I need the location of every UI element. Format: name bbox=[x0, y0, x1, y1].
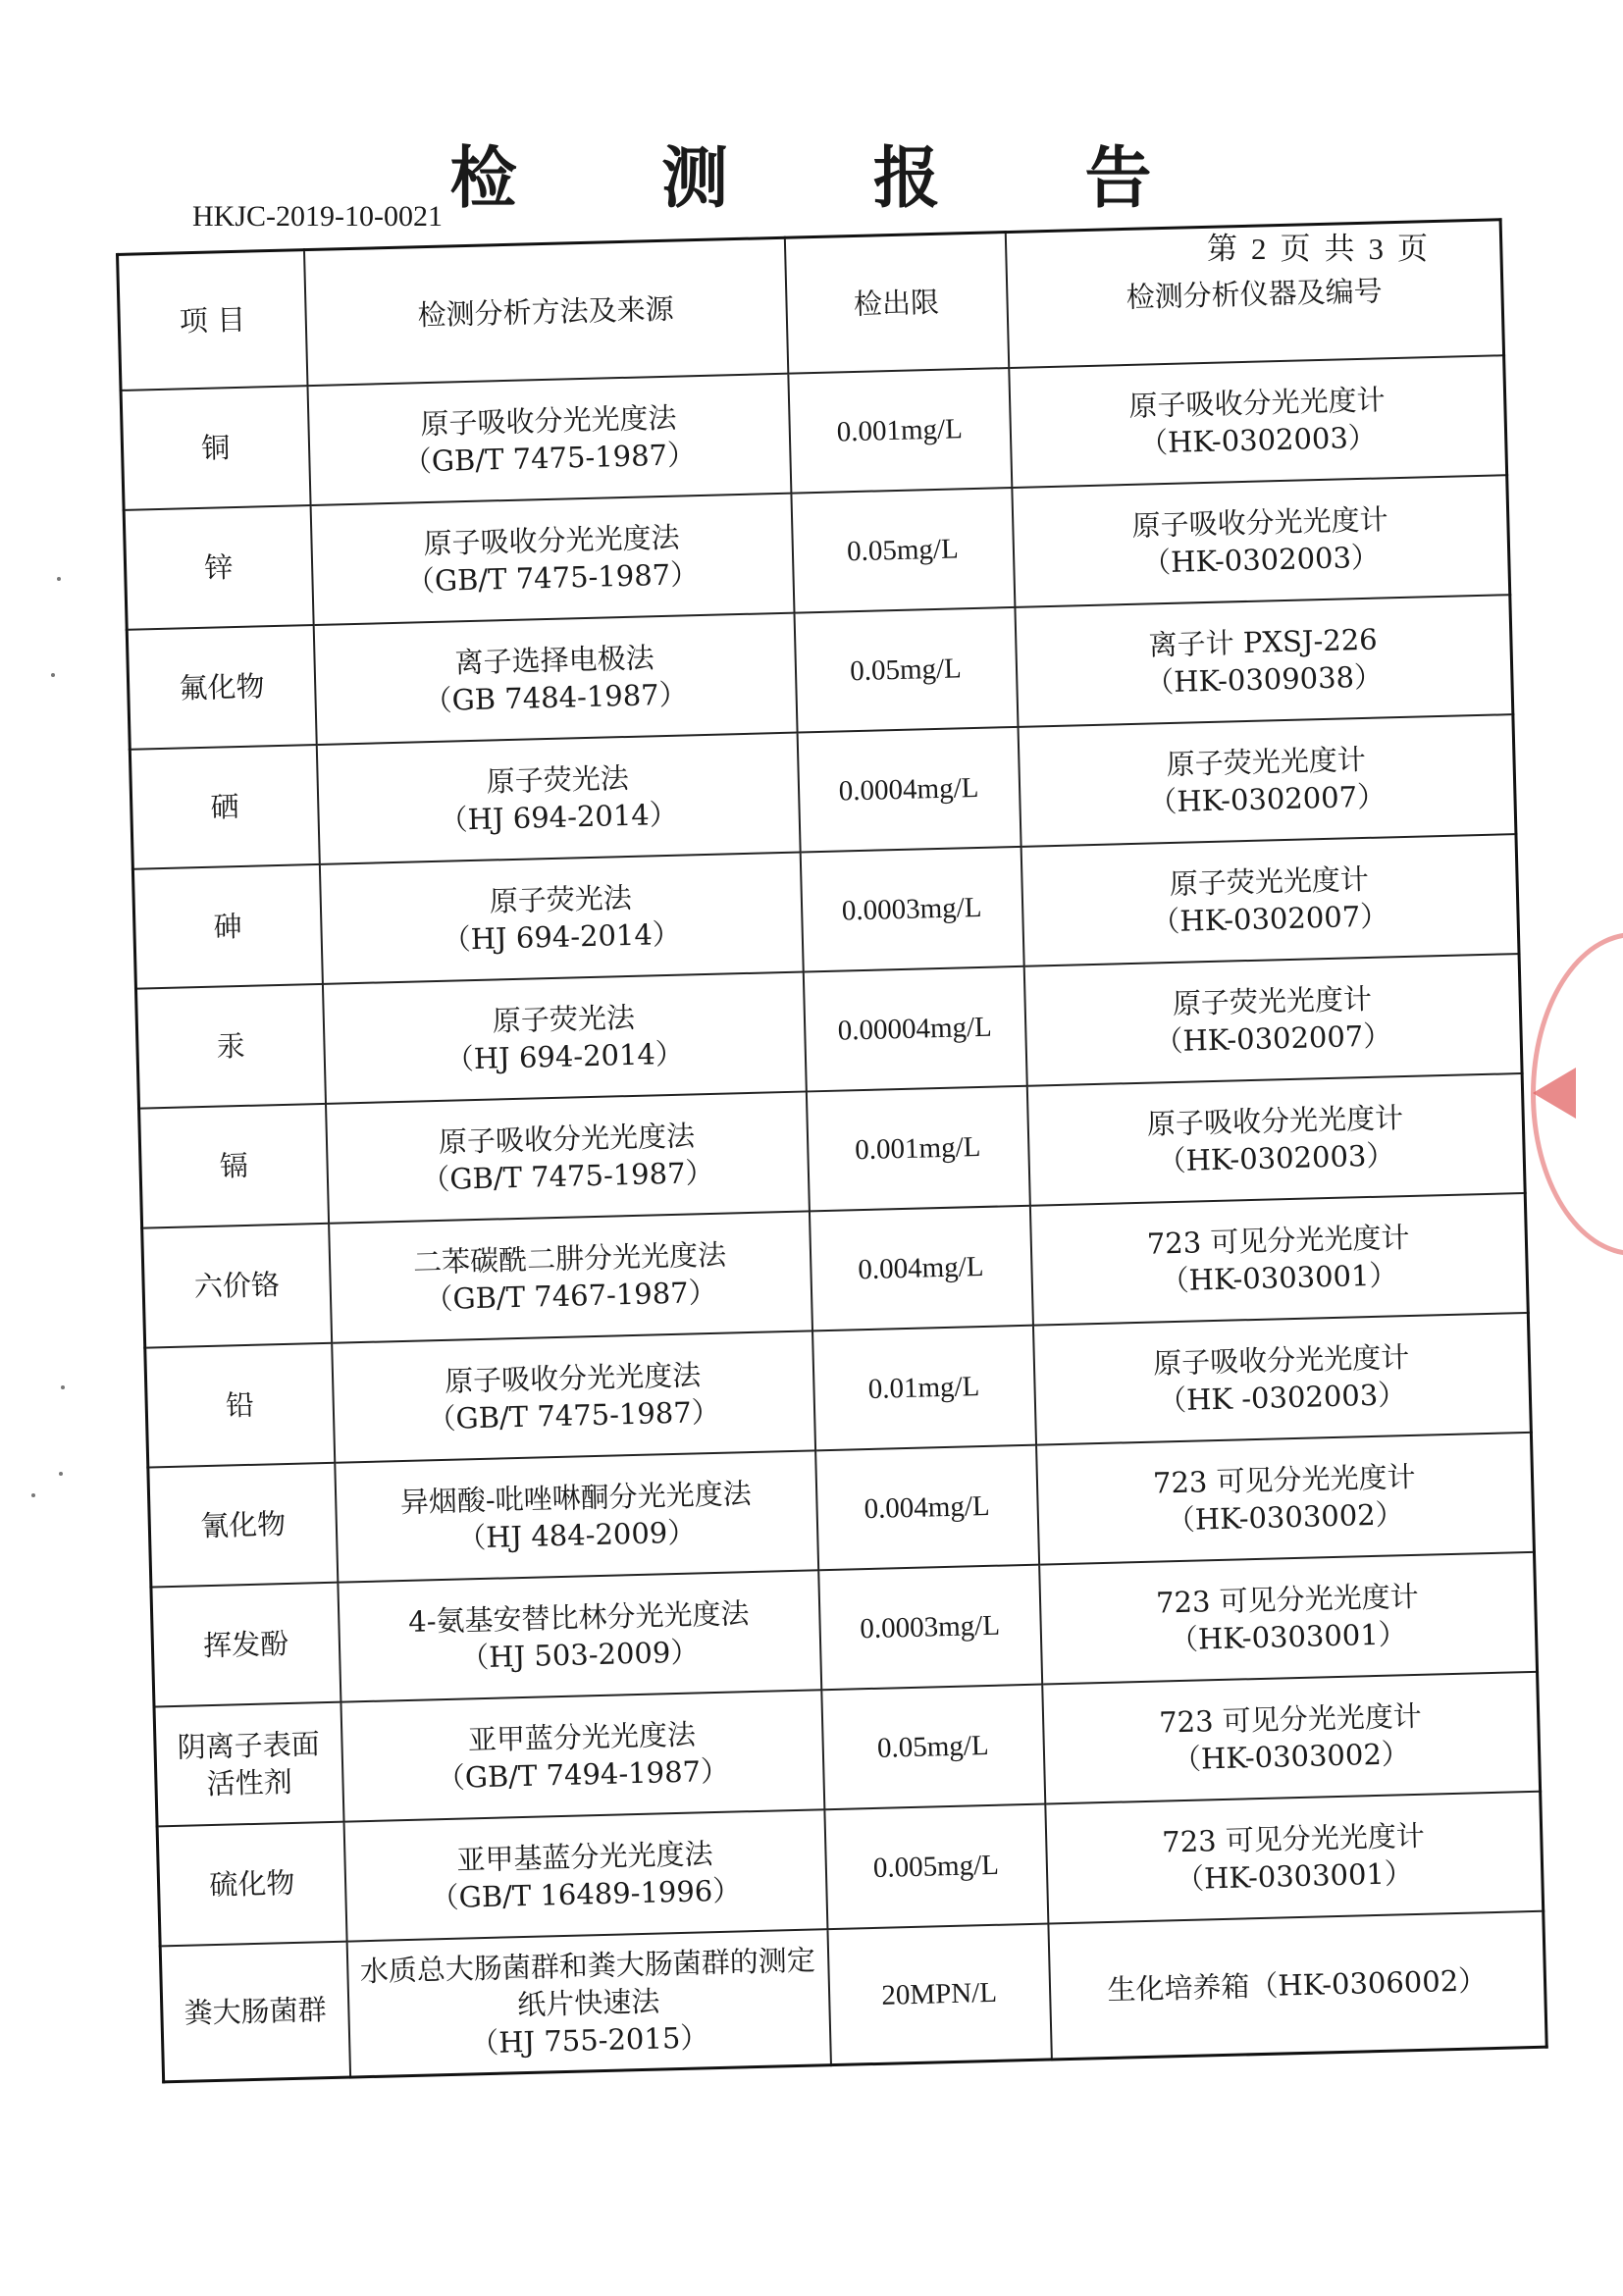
cell-method-line: 异烟酸-吡唑啉酮分光光度法 bbox=[399, 1477, 753, 1520]
cell-item-line: 氰化物 bbox=[199, 1507, 287, 1543]
cell-item bbox=[121, 386, 310, 510]
cell-instrument bbox=[1042, 1672, 1541, 1804]
scan-speck bbox=[61, 1385, 65, 1389]
cell-item-line: 镉 bbox=[219, 1148, 249, 1183]
cell-instrument-line: （HK-0302003） bbox=[1138, 420, 1378, 460]
cell-instrument-line: （HK-0303002） bbox=[1166, 1497, 1405, 1538]
detection-method-table bbox=[116, 218, 1548, 2083]
cell-item-line: 铅 bbox=[225, 1387, 255, 1423]
cell-instrument bbox=[1009, 355, 1507, 488]
table-body bbox=[121, 355, 1546, 2082]
cell-method-line: 离子选择电极法 bbox=[454, 641, 655, 680]
cell-instrument-line: 原子吸收分光光度计 bbox=[1152, 1340, 1410, 1381]
cell-instrument-line: 原子吸收分光光度计 bbox=[1131, 502, 1388, 543]
cell-instrument-line: （HK-0302003） bbox=[1157, 1138, 1395, 1178]
cell-limit bbox=[803, 966, 1026, 1092]
cell-instrument-line: （HK-0303001） bbox=[1175, 1856, 1414, 1897]
cell-method-line: 原子吸收分光光度法 bbox=[438, 1119, 696, 1159]
cell-item-line: 硫化物 bbox=[208, 1865, 295, 1903]
table-container bbox=[116, 218, 1545, 2083]
cell-limit-value: 0.001mg/L bbox=[854, 1130, 981, 1167]
cell-item bbox=[154, 1702, 343, 1827]
cell-item-line: 汞 bbox=[216, 1028, 246, 1064]
cell-limit bbox=[821, 1685, 1045, 1810]
cell-method bbox=[338, 1570, 821, 1701]
cell-method-line: 4-氨基安替比林分光光度法 bbox=[407, 1596, 750, 1639]
cell-limit-value: 0.00004mg/L bbox=[837, 1011, 993, 1047]
cell-limit-value: 0.001mg/L bbox=[836, 413, 964, 448]
cell-item bbox=[148, 1463, 338, 1588]
cell-item-line: 砷 bbox=[213, 909, 243, 944]
cell-method bbox=[346, 1929, 830, 2077]
cell-method-line: （GB 7484-1987） bbox=[423, 677, 689, 718]
cell-instrument-line: （HK -0302003） bbox=[1157, 1378, 1407, 1418]
cell-instrument-line: 原子吸收分光光度计 bbox=[1128, 383, 1386, 423]
cell-method-line: 亚甲基蓝分光光度法 bbox=[456, 1837, 713, 1877]
cell-item-line: 阴离子表面 bbox=[177, 1727, 321, 1764]
cell-limit-value: 0.05mg/L bbox=[846, 533, 960, 568]
cell-instrument-line: （HK-0302007） bbox=[1150, 899, 1389, 939]
cell-limit bbox=[800, 847, 1023, 972]
cell-limit-value: 0.0003mg/L bbox=[860, 1609, 1001, 1645]
cell-method bbox=[343, 1809, 827, 1941]
cell-instrument-line: （HK-0309038） bbox=[1144, 659, 1384, 700]
cell-instrument-line: 离子计 PXSJ-226 bbox=[1148, 622, 1379, 662]
cell-method-line: （GB/T 7494-1987） bbox=[436, 1753, 730, 1796]
cell-method bbox=[316, 733, 800, 864]
cell-method-line: 亚甲蓝分光光度法 bbox=[467, 1717, 697, 1757]
cell-instrument-line: （HK-0303001） bbox=[1160, 1258, 1398, 1298]
cell-item bbox=[145, 1343, 335, 1468]
cell-instrument bbox=[1026, 1073, 1525, 1206]
cell-instrument-line: （HK-0302007） bbox=[1147, 779, 1387, 819]
cell-method-line: 纸片快速法 bbox=[516, 1984, 660, 2022]
page-label-unit: 页 bbox=[1280, 232, 1311, 267]
cell-method-line: 二苯碳酰二肼分光光度法 bbox=[412, 1237, 727, 1279]
cell-instrument-line: 723 可见分光光度计 bbox=[1161, 1818, 1426, 1859]
page-total: 3 bbox=[1368, 232, 1384, 266]
cell-item-line: 六价铬 bbox=[193, 1268, 281, 1304]
cell-item bbox=[130, 745, 319, 869]
cell-limit-value: 20MPN/L bbox=[880, 1976, 998, 2011]
cell-method bbox=[310, 494, 794, 625]
column-header-method: 检测分析方法及来源 bbox=[303, 237, 787, 386]
cell-item-line: 铜 bbox=[200, 431, 231, 465]
cell-instrument-line: （HK-0303001） bbox=[1169, 1617, 1408, 1657]
column-header-instrument: 检测分析仪器及编号 bbox=[1005, 220, 1503, 368]
report-number: HKJC-2019-10-0021 bbox=[192, 200, 443, 233]
cell-method bbox=[335, 1450, 818, 1582]
cell-limit bbox=[824, 1804, 1048, 1930]
scan-speck bbox=[51, 673, 55, 677]
cell-instrument-line: 723 可见分光光度计 bbox=[1155, 1579, 1420, 1620]
cell-instrument bbox=[1012, 475, 1510, 607]
cell-instrument bbox=[1048, 1911, 1546, 2060]
cell-method-line: （HJ 694-2014） bbox=[442, 916, 682, 957]
cell-method-line: （GB/T 7475-1987） bbox=[420, 1155, 714, 1197]
cell-limit bbox=[809, 1206, 1032, 1331]
cell-method-line: 原子荧光法 bbox=[492, 1000, 636, 1038]
cell-limit-value: 0.005mg/L bbox=[872, 1849, 1000, 1884]
seal-star-icon bbox=[1533, 1068, 1576, 1119]
cell-item-line: 锌 bbox=[203, 550, 234, 585]
cell-instrument-line: 723 可见分光光度计 bbox=[1158, 1698, 1423, 1740]
cell-method-line: 原子荧光法 bbox=[486, 760, 630, 799]
cell-instrument bbox=[1021, 834, 1519, 966]
cell-method-line: （HJ 503-2009） bbox=[459, 1635, 700, 1675]
cell-instrument bbox=[1045, 1792, 1544, 1924]
cell-instrument-line: 原子吸收分光光度计 bbox=[1146, 1101, 1404, 1141]
cell-instrument bbox=[1036, 1433, 1535, 1565]
cell-method-line: （HJ 694-2014） bbox=[445, 1036, 685, 1076]
cell-method bbox=[322, 972, 806, 1104]
cell-limit-value: 0.004mg/L bbox=[864, 1489, 991, 1526]
cell-method bbox=[313, 613, 797, 745]
cell-instrument bbox=[1015, 595, 1513, 727]
cell-item bbox=[157, 1822, 346, 1947]
cell-limit bbox=[812, 1326, 1036, 1451]
cell-method-line: 水质总大肠菌群和粪大肠菌群的测定 bbox=[359, 1943, 816, 1989]
cell-item bbox=[160, 1942, 349, 2082]
cell-instrument-line: （HK-0302003） bbox=[1141, 540, 1381, 580]
cell-limit-value: 0.05mg/L bbox=[876, 1729, 989, 1764]
cell-limit bbox=[794, 607, 1018, 733]
cell-item-line: 活性剂 bbox=[206, 1764, 293, 1801]
scan-speck bbox=[31, 1493, 35, 1497]
cell-method-line: （HJ 694-2014） bbox=[439, 797, 679, 837]
cell-method bbox=[307, 374, 791, 505]
cell-instrument-line: 723 可见分光光度计 bbox=[1146, 1220, 1410, 1261]
cell-method-line: 原子荧光法 bbox=[489, 880, 633, 918]
cell-method-line: （GB/T 16489-1996） bbox=[430, 1873, 742, 1915]
cell-method-line: （GB/T 7475-1987） bbox=[405, 557, 700, 599]
report-title: 检 测 报 告 bbox=[449, 139, 1213, 218]
cell-item bbox=[139, 1104, 329, 1228]
cell-limit-value: 0.0003mg/L bbox=[841, 891, 982, 927]
page-total-unit: 页 bbox=[1397, 232, 1428, 267]
cell-instrument-line: 原子荧光光度计 bbox=[1169, 861, 1370, 902]
cell-method bbox=[332, 1331, 815, 1462]
cell-item-line: 粪大肠菌群 bbox=[183, 1993, 328, 2030]
cell-method bbox=[326, 1091, 810, 1223]
cell-limit bbox=[818, 1565, 1042, 1691]
cell-method-line: 原子吸收分光光度法 bbox=[444, 1358, 702, 1398]
column-header-limit: 检出限 bbox=[784, 233, 1008, 374]
cell-item-line: 硒 bbox=[210, 790, 239, 824]
cell-item bbox=[151, 1583, 340, 1707]
cell-instrument-line: 原子荧光光度计 bbox=[1172, 981, 1373, 1020]
cell-item bbox=[135, 984, 325, 1109]
cell-item bbox=[124, 505, 313, 630]
cell-limit-value: 0.0004mg/L bbox=[838, 771, 979, 808]
cell-instrument bbox=[1023, 954, 1522, 1086]
cell-limit bbox=[797, 727, 1021, 853]
cell-instrument-line: 723 可见分光光度计 bbox=[1152, 1459, 1416, 1500]
cell-instrument-line: 原子荧光光度计 bbox=[1166, 742, 1367, 782]
cell-item-line: 氟化物 bbox=[179, 669, 265, 705]
cell-method-line: （GB/T 7475-1987） bbox=[402, 438, 697, 479]
cell-instrument-line: 生化培养箱（HK-0306002） bbox=[1107, 1963, 1488, 2007]
cell-item bbox=[142, 1224, 332, 1348]
cell-instrument bbox=[1029, 1193, 1528, 1326]
cell-limit bbox=[788, 368, 1012, 494]
page-total-label: 共 bbox=[1324, 232, 1355, 267]
cell-method-line: 原子吸收分光光度法 bbox=[423, 520, 680, 561]
cell-method-line: 原子吸收分光光度法 bbox=[420, 400, 677, 442]
cell-method-line: （HJ 484-2009） bbox=[456, 1515, 697, 1555]
cell-instrument bbox=[1018, 714, 1516, 847]
cell-limit-value: 0.05mg/L bbox=[849, 652, 963, 688]
page-label-prefix: 第 bbox=[1207, 232, 1237, 267]
cell-limit-value: 0.01mg/L bbox=[867, 1371, 980, 1405]
cell-limit-value: 0.004mg/L bbox=[858, 1250, 984, 1286]
cell-item-line: 挥发酚 bbox=[202, 1627, 289, 1663]
page-current: 2 bbox=[1251, 232, 1267, 266]
scan-speck bbox=[59, 1472, 63, 1476]
cell-limit bbox=[806, 1086, 1029, 1212]
cell-method-line: （HJ 755-2015） bbox=[469, 2020, 709, 2061]
cell-method-line: （GB/T 7475-1987） bbox=[427, 1394, 721, 1436]
scan-speck bbox=[57, 577, 61, 581]
cell-limit bbox=[827, 1924, 1051, 2065]
cell-instrument bbox=[1039, 1552, 1538, 1685]
cell-limit bbox=[815, 1445, 1039, 1571]
cell-item bbox=[127, 625, 316, 750]
cell-item bbox=[132, 864, 322, 989]
cell-method bbox=[340, 1690, 824, 1821]
cell-method-line: （GB/T 7467-1987） bbox=[424, 1275, 718, 1317]
cell-instrument bbox=[1032, 1313, 1531, 1445]
cell-method bbox=[329, 1211, 812, 1342]
cell-limit bbox=[791, 488, 1015, 613]
cell-method bbox=[319, 853, 803, 984]
column-header-item: 项 目 bbox=[118, 250, 307, 391]
cell-instrument-line: （HK-0302007） bbox=[1154, 1018, 1392, 1059]
cell-instrument-line: （HK-0303002） bbox=[1172, 1737, 1411, 1777]
